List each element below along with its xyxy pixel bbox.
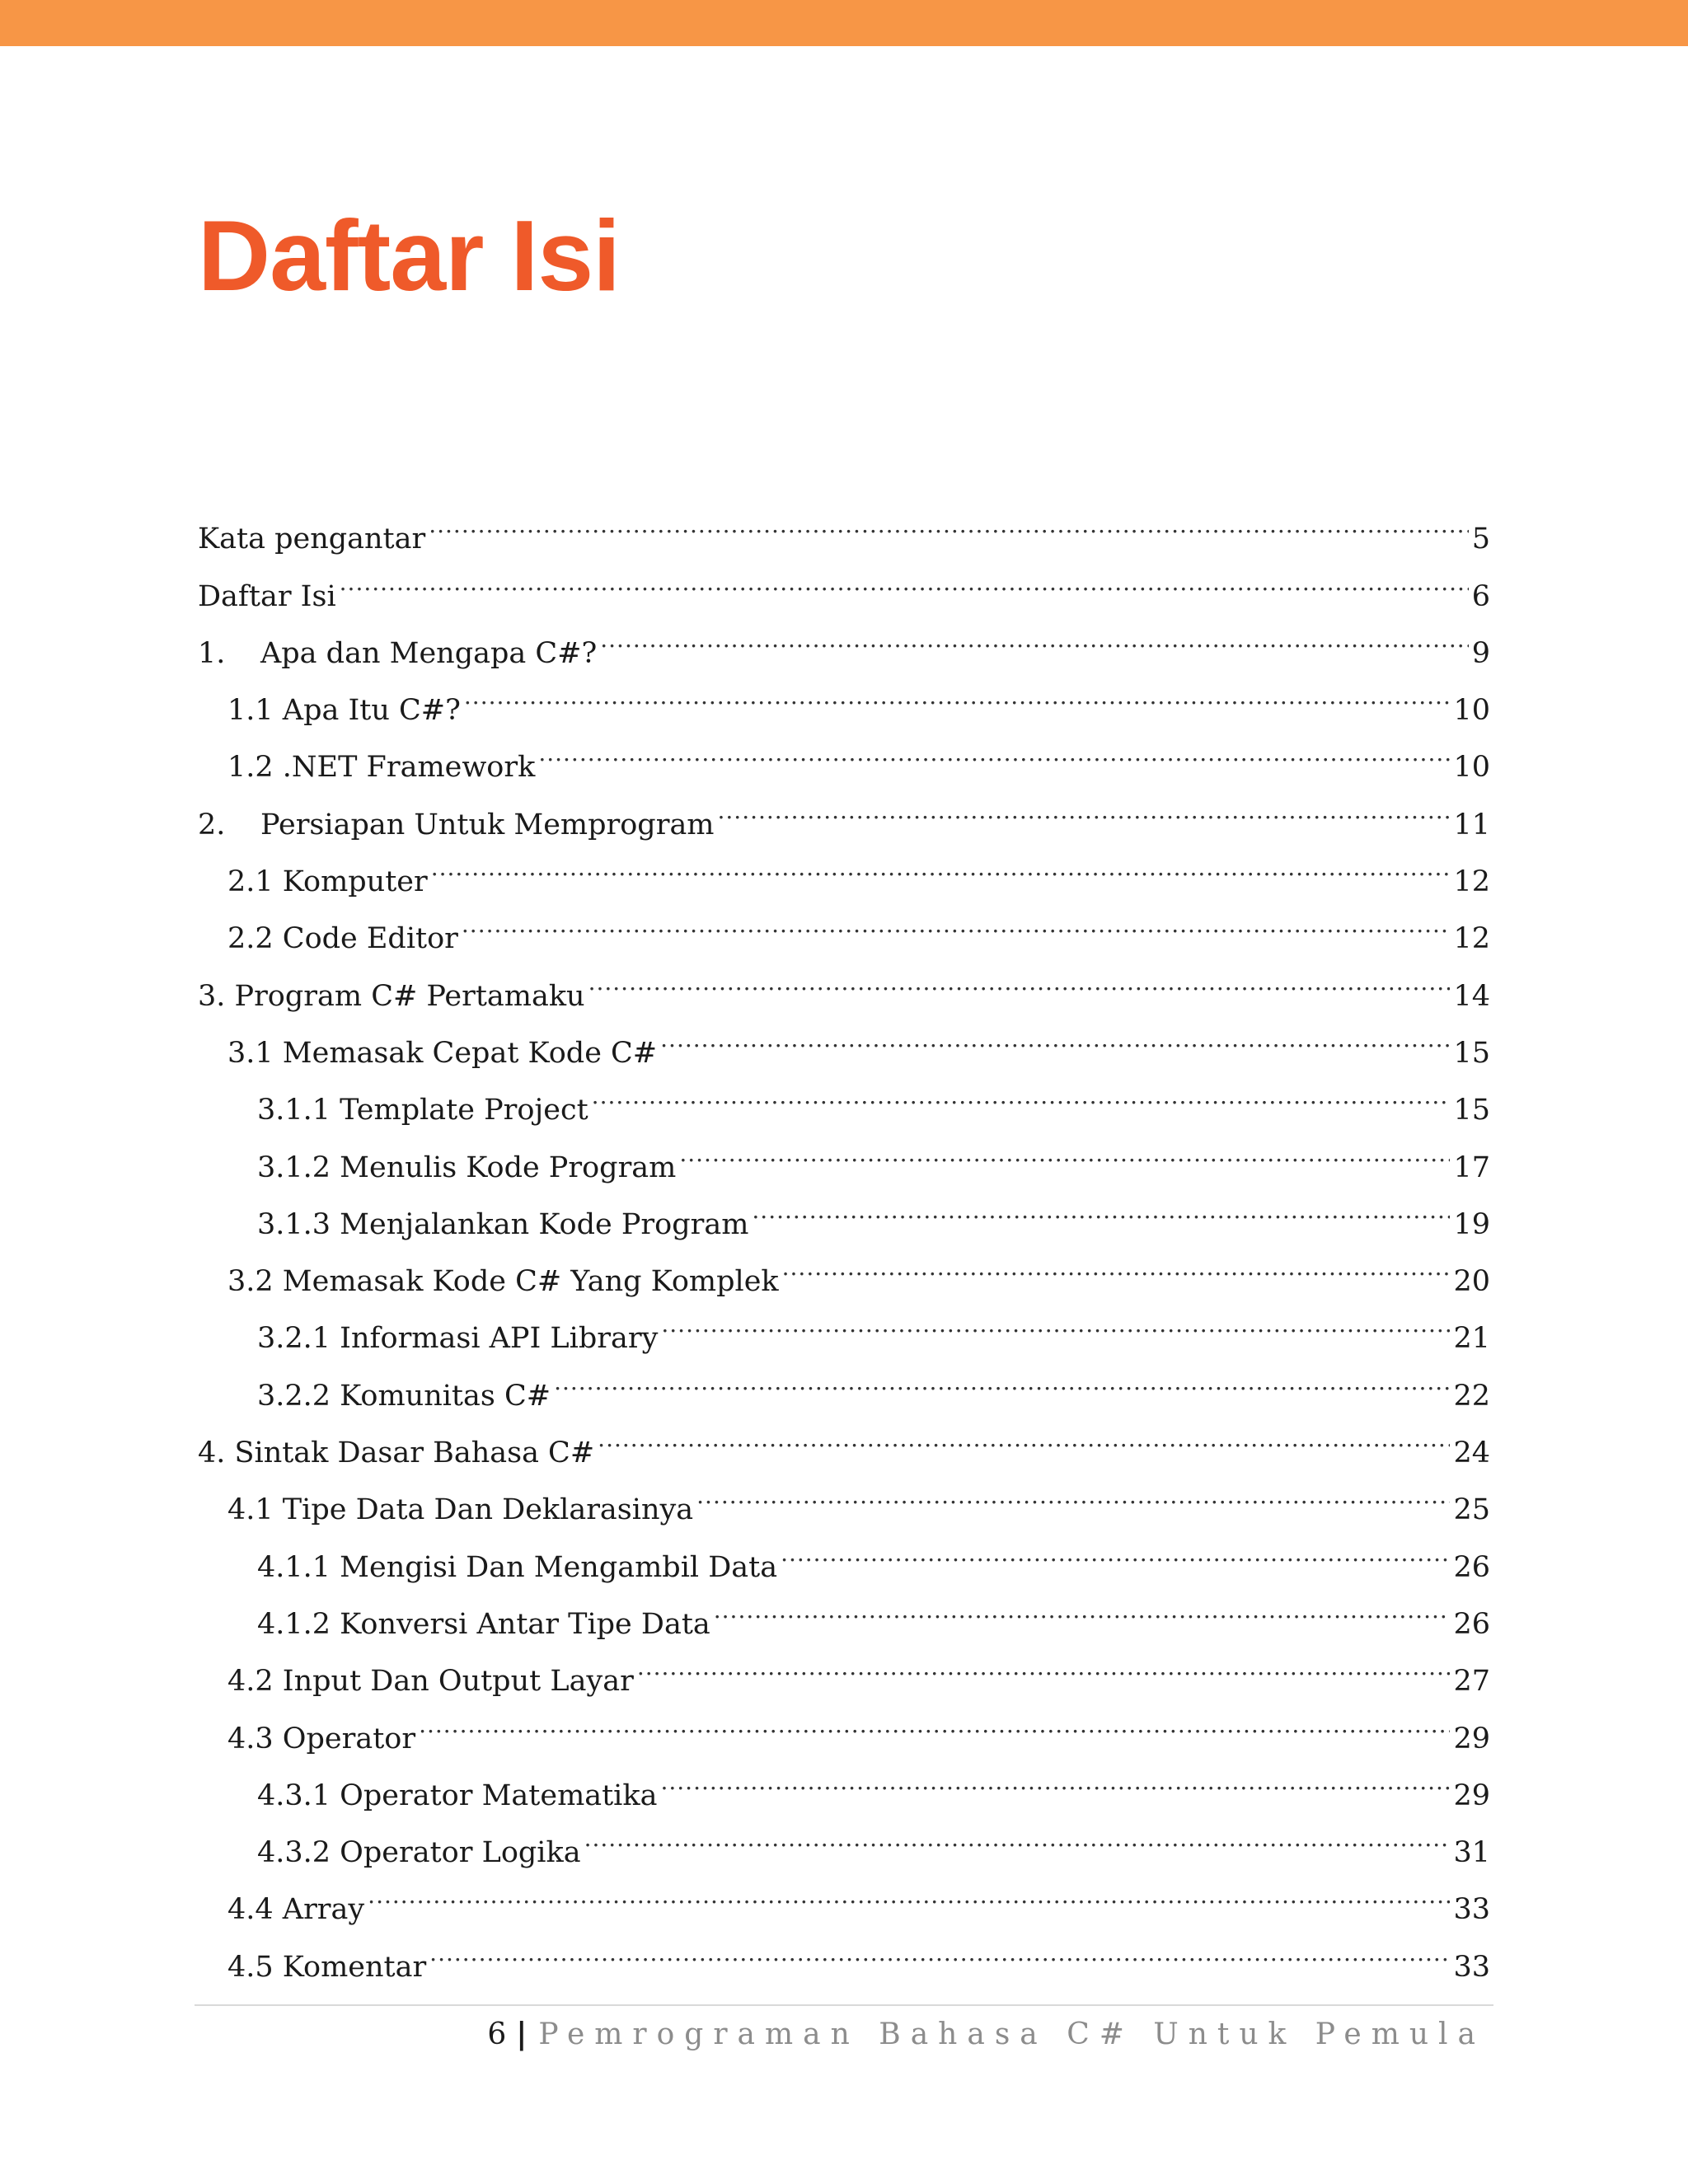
toc-entry-title: 4.1.2 Konversi Antar Tipe Data <box>257 1607 710 1641</box>
toc-entry-title: 3. Program C# Pertamaku <box>198 979 585 1013</box>
toc-entry-title: Daftar Isi <box>198 579 336 613</box>
toc-dot-leader <box>419 1690 1450 1747</box>
toc-dot-leader <box>718 776 1451 833</box>
toc-entry-page: 31 <box>1453 1836 1490 1870</box>
toc-entry-page: 29 <box>1453 1779 1490 1812</box>
toc-entry-page: 29 <box>1453 1722 1490 1755</box>
footer-page-number: 6 <box>487 2018 507 2051</box>
toc-dot-leader <box>679 1119 1450 1176</box>
toc-entry-page: 24 <box>1453 1436 1490 1470</box>
toc-entry-title: Apa dan Mengapa C#? <box>260 636 598 670</box>
toc-dot-leader <box>714 1577 1451 1633</box>
toc-entry-title: 4. Sintak Dasar Bahasa C# <box>198 1436 595 1470</box>
toc-entry-page: 21 <box>1453 1322 1490 1356</box>
toc-entry-page: 27 <box>1453 1665 1490 1699</box>
toc-entry-page: 22 <box>1453 1379 1490 1413</box>
toc-entry-title: 3.2.2 Komunitas C# <box>257 1379 551 1413</box>
toc-entry-page: 26 <box>1453 1550 1490 1584</box>
toc-dot-leader <box>464 663 1451 719</box>
toc-entry-title: 3.1.2 Menulis Kode Program <box>257 1151 677 1184</box>
toc-dot-leader <box>340 548 1469 605</box>
toc-entry-page: 15 <box>1453 1094 1490 1127</box>
footer-book-title: Pemrograman Bahasa C# Untuk Pemula <box>538 2018 1485 2051</box>
toc-entry-title: 4.2 Input Dan Output Layar <box>227 1665 634 1699</box>
toc-entry-page: 6 <box>1471 579 1490 613</box>
toc-entry-page: 12 <box>1453 922 1490 956</box>
toc-entry-title: 4.3.2 Operator Logika <box>257 1836 581 1870</box>
page-footer <box>487 2009 1485 2060</box>
toc-entry-page: 25 <box>1453 1493 1490 1527</box>
footer-divider <box>195 2004 1493 2006</box>
toc-dot-leader <box>660 1748 1450 1805</box>
toc-entry-title: 4.1.1 Mengisi Dan Mengambil Data <box>257 1550 778 1584</box>
toc-dot-leader <box>661 1291 1450 1347</box>
toc-entry-page: 14 <box>1453 979 1490 1013</box>
toc-entry-title: Persiapan Untuk Memprogram <box>260 808 715 841</box>
toc-entry-number: 2. <box>198 808 226 841</box>
toc-entry[interactable] <box>198 606 1490 670</box>
toc-entry-title: 3.2 Memasak Kode C# Yang Komplek <box>227 1265 779 1299</box>
toc-entry-title: 3.1 Memasak Cepat Kode C# <box>227 1036 658 1070</box>
toc-entry-page: 26 <box>1453 1607 1490 1641</box>
toc-dot-leader <box>696 1462 1450 1519</box>
toc-entry-title: 4.5 Komentar <box>227 1950 427 1984</box>
toc-dot-leader <box>368 1862 1450 1919</box>
toc-dot-leader <box>429 491 1469 548</box>
toc-dot-leader <box>637 1633 1451 1690</box>
toc-entry-title: 1.1 Apa Itu C#? <box>227 694 461 728</box>
toc-dot-leader <box>429 1919 1450 1975</box>
toc-entry-page: 10 <box>1453 694 1490 728</box>
page-title: Daftar Isi <box>198 199 621 312</box>
footer-separator: | <box>516 2017 528 2051</box>
toc-dot-leader <box>431 834 1451 891</box>
toc-entry-title: 4.3 Operator <box>227 1722 416 1755</box>
toc-entry-page: 17 <box>1453 1151 1490 1184</box>
toc-dot-leader <box>752 1177 1450 1234</box>
toc-dot-leader <box>600 606 1468 663</box>
toc-entry-page: 19 <box>1453 1207 1490 1241</box>
toc-entry-page: 33 <box>1453 1893 1490 1927</box>
toc-entry-title: Kata pengantar <box>198 523 426 556</box>
toc-entry-title: 3.1.1 Template Project <box>257 1094 588 1127</box>
toc-entry-page: 15 <box>1453 1036 1490 1070</box>
toc-entry-title: 4.3.1 Operator Matematika <box>257 1779 658 1812</box>
toc-entry-title: 3.2.1 Informasi API Library <box>257 1322 659 1356</box>
toc-dot-leader <box>554 1347 1450 1404</box>
toc-dot-leader <box>462 891 1451 948</box>
toc-entry-title: 1.2 .NET Framework <box>227 751 536 785</box>
toc-entry-title: 3.1.3 Menjalankan Kode Program <box>257 1207 749 1241</box>
toc-dot-leader <box>584 1805 1451 1862</box>
toc-dot-leader <box>538 719 1450 776</box>
toc-entry-page: 5 <box>1471 523 1490 556</box>
toc-entry-title: 2.2 Code Editor <box>227 922 458 956</box>
toc-entry[interactable] <box>198 491 1490 556</box>
toc-dot-leader <box>598 1405 1450 1462</box>
toc-dot-leader <box>588 948 1451 1005</box>
toc-dot-leader <box>781 1519 1450 1576</box>
toc-dot-leader <box>592 1062 1451 1119</box>
toc-entry[interactable] <box>198 1919 1490 1984</box>
toc-entry[interactable] <box>198 548 1490 613</box>
toc-entry-number: 1. <box>198 636 226 670</box>
toc-entry-page: 33 <box>1453 1950 1490 1984</box>
toc-entry-page: 20 <box>1453 1265 1490 1299</box>
toc-entry-title: 2.1 Komputer <box>227 865 428 899</box>
toc-dot-leader <box>660 1005 1450 1062</box>
toc-entry[interactable] <box>198 1862 1490 1927</box>
table-of-contents <box>198 491 1490 1984</box>
top-accent-bar <box>0 0 1688 46</box>
toc-entry-page: 9 <box>1471 636 1490 670</box>
toc-entry-page: 11 <box>1453 808 1490 841</box>
toc-entry-page: 12 <box>1453 865 1490 899</box>
toc-entry-title: 4.4 Array <box>227 1893 365 1927</box>
toc-dot-leader <box>782 1234 1451 1291</box>
toc-entry-page: 10 <box>1453 751 1490 785</box>
toc-entry-title: 4.1 Tipe Data Dan Deklarasinya <box>227 1493 694 1527</box>
